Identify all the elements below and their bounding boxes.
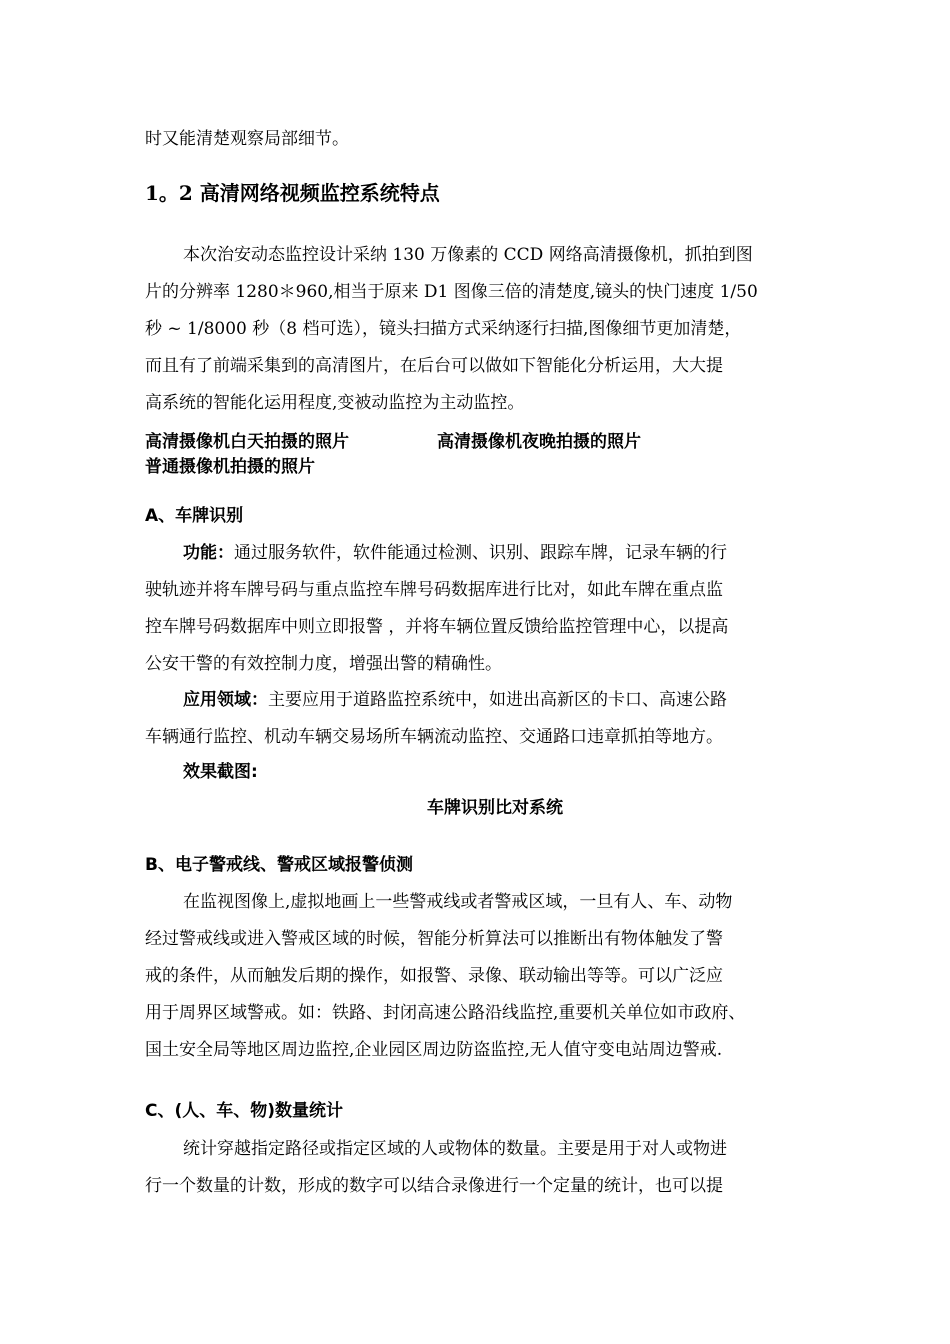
function-label: 功能： [183,543,234,563]
photo-label-normal: 普通摄像机拍摄的照片 [145,457,315,477]
paragraph-line: 用于周界区域警戒。如：铁路、封闭高速公路沿线监控,重要机关单位如市政府、 [145,1003,746,1023]
paragraph-line: 行一个数量的计数，形成的数字可以结合录像进行一个定量的统计，也可以提 [145,1176,723,1196]
paragraph-line: 高系统的智能化运用程度,变被动监控为主动监控。 [145,393,525,413]
paragraph-line: 国土安全局等地区周边监控,企业园区周边防盗监控,无人值守变电站周边警戒. [145,1040,723,1060]
paragraph-line: 片的分辨率 1280＊960,相当于原来 D1 图像三倍的清楚度,镜头的快门速度 1/50 [145,282,758,302]
application-line [183,688,727,712]
function-line: 公安干警的有效控制力度，增强出警的精确性。 [145,654,502,674]
application-line: 车辆通行监控、机动车辆交易场所车辆流动监控、交通路口违章抓拍等地方。 [145,727,723,747]
intro-tail-line: 时又能清楚观察局部细节。 [145,129,349,149]
paragraph-line: 戒的条件，从而触发后期的操作，如报警、录像、联动输出等等。可以广泛应 [145,966,723,986]
function-text: 通过服务软件，软件能通过检测、识别、跟踪车牌，记录车辆的行 [234,543,727,563]
paragraph-line: 而且有了前端采集到的高清图片，在后台可以做如下智能化分析运用，大大提 [145,356,723,376]
paragraph-line: 经过警戒线或进入警戒区域的时候，智能分析算法可以推断出有物体触发了警 [145,929,723,949]
paragraph-line: 本次治安动态监控设计采纳 130 万像素的 CCD 网络高清摄像机，抓拍到图 [183,245,753,265]
application-label: 应用领域： [183,690,268,710]
section-a-heading: A、车牌识别 [145,506,244,526]
paragraph-line: 在监视图像上,虚拟地画上一些警戒线或者警戒区域，一旦有人、车、动物 [183,892,733,912]
paragraph-line: 秒 ~ 1/8000 秒（8 档可选），镜头扫描方式采纳逐行扫描,图像细节更加清楚， [145,319,742,339]
paragraph-line: 统计穿越指定路径或指定区域的人或物体的数量。主要是用于对人或物进 [183,1139,727,1159]
photo-label-day: 高清摄像机白天拍摄的照片 [145,432,349,452]
function-line [183,541,727,565]
function-line: 驶轨迹并将车牌号码与重点监控车牌号码数据库进行比对，如此车牌在重点监 [145,580,723,600]
screenshot-label-line [183,760,258,784]
section-b-heading: B、电子警戒线、警戒区域报警侦测 [145,855,413,875]
application-text: 主要应用于道路监控系统中，如进出高新区的卡口、高速公路 [268,690,727,710]
figure-caption: 车牌识别比对系统 [427,798,563,818]
photo-label-night: 高清摄像机夜晚拍摄的照片 [437,432,641,452]
screenshot-label: 效果截图: [183,762,258,782]
section-heading-1-2: 1。2 高清网络视频监控系统特点 [145,181,440,205]
function-line: 控车牌号码数据库中则立即报警 ，并将车辆位置反馈给监控管理中心，以提高 [145,617,729,637]
section-c-heading: C、(人、车、物)数量统计 [145,1101,344,1121]
